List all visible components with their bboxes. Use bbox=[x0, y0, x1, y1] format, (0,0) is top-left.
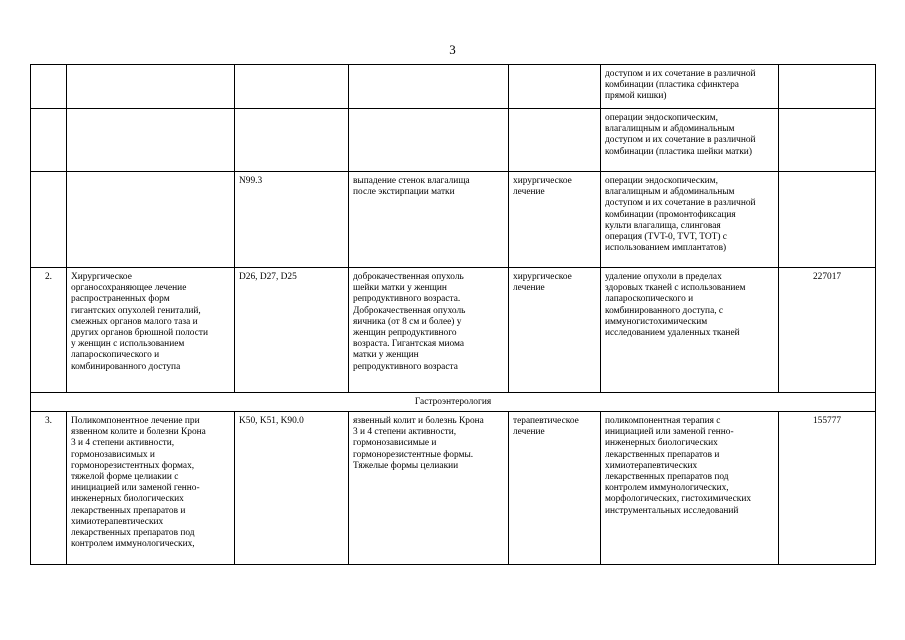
treatment-type: терапевтическое лечение bbox=[509, 412, 601, 565]
patient-model: выпадение стенок влагалища после экстирпации матки bbox=[349, 172, 509, 268]
treatment-type: хирургическое лечение bbox=[509, 268, 601, 393]
row-number: 2. bbox=[31, 268, 67, 393]
treatment-method: операции эндоскопическим, влагалищным и абдоминальным доступом и их сочетание в различной комбинации (пластика шейки матки) bbox=[601, 109, 779, 172]
care-type bbox=[67, 109, 235, 172]
section-row bbox=[31, 393, 876, 412]
icd-code: N99.3 bbox=[235, 172, 349, 268]
treatment-type bbox=[509, 65, 601, 109]
treatment-method: удаление опухоли в пределах здоровых тканей с использованием лапароскопического и комбинированного доступа, с иммуногистохимическим исследованием удаленных тканей bbox=[601, 268, 779, 393]
care-type bbox=[67, 65, 235, 109]
row-number bbox=[31, 65, 67, 109]
treatment-type bbox=[509, 109, 601, 172]
section-title: Гастроэнтерология bbox=[31, 393, 876, 412]
treatment-method: поликомпонентная терапия с инициацией или заменой генно- инженерных биологических лекарственных препаратов и химиотерапевтических лекарственных препаратов под контролем иммунологических, морфологических, гистохимических инструментальных исследований bbox=[601, 412, 779, 565]
care-type: Хирургическое органосохраняющее лечение распространенных форм гигантских опухолей гениталий, смежных органов малого таза и других органов брюшной полости у женщин с использованием лапароскопического и комбинированного доступа bbox=[67, 268, 235, 393]
patient-model: язвенный колит и болезнь Крона 3 и 4 степени активности, гормонозависимые и гормонорезистентные формы. Тяжелые формы целиакии bbox=[349, 412, 509, 565]
patient-model: доброкачественная опухоль шейки матки у женщин репродуктивного возраста. Доброкачественная опухоль яичника (от 8 см и более) у женщин репродуктивного возраста. Гигантская миома матки у женщин репродуктивного возраста bbox=[349, 268, 509, 393]
medical-care-table bbox=[30, 64, 876, 565]
page-number: 3 bbox=[449, 42, 456, 57]
treatment-method: операции эндоскопическим, влагалищным и абдоминальным доступом и их сочетание в различной комбинации (промонтофиксация культи влагалища, слинговая операция (TVT-0, TVT, TOT) с использованием имплантатов) bbox=[601, 172, 779, 268]
treatment-type: хирургическое лечение bbox=[509, 172, 601, 268]
row-number bbox=[31, 109, 67, 172]
table-row bbox=[31, 109, 876, 172]
icd-code bbox=[235, 109, 349, 172]
care-type bbox=[67, 172, 235, 268]
table-row bbox=[31, 412, 876, 565]
price bbox=[779, 109, 876, 172]
icd-code: D26, D27, D25 bbox=[235, 268, 349, 393]
icd-code: K50, K51, K90.0 bbox=[235, 412, 349, 565]
price: 155777 bbox=[779, 412, 876, 565]
row-number: 3. bbox=[31, 412, 67, 565]
patient-model bbox=[349, 65, 509, 109]
price bbox=[779, 172, 876, 268]
icd-code bbox=[235, 65, 349, 109]
price bbox=[779, 65, 876, 109]
table-row bbox=[31, 268, 876, 393]
patient-model bbox=[349, 109, 509, 172]
row-number bbox=[31, 172, 67, 268]
care-type: Поликомпонентное лечение при язвенном колите и болезни Крона 3 и 4 степени активности, гормонозависимых и гормонорезистентных формах, тяжелой форме целиакии с инициацией или заменой генно- инженерных биологических лекарственных препаратов и химиотерапевтических лекарственных препаратов под контролем иммунологических, bbox=[67, 412, 235, 565]
table-row bbox=[31, 65, 876, 109]
price: 227017 bbox=[779, 268, 876, 393]
treatment-method: доступом и их сочетание в различной комбинации (пластика сфинктера прямой кишки) bbox=[601, 65, 779, 109]
table-row bbox=[31, 172, 876, 268]
